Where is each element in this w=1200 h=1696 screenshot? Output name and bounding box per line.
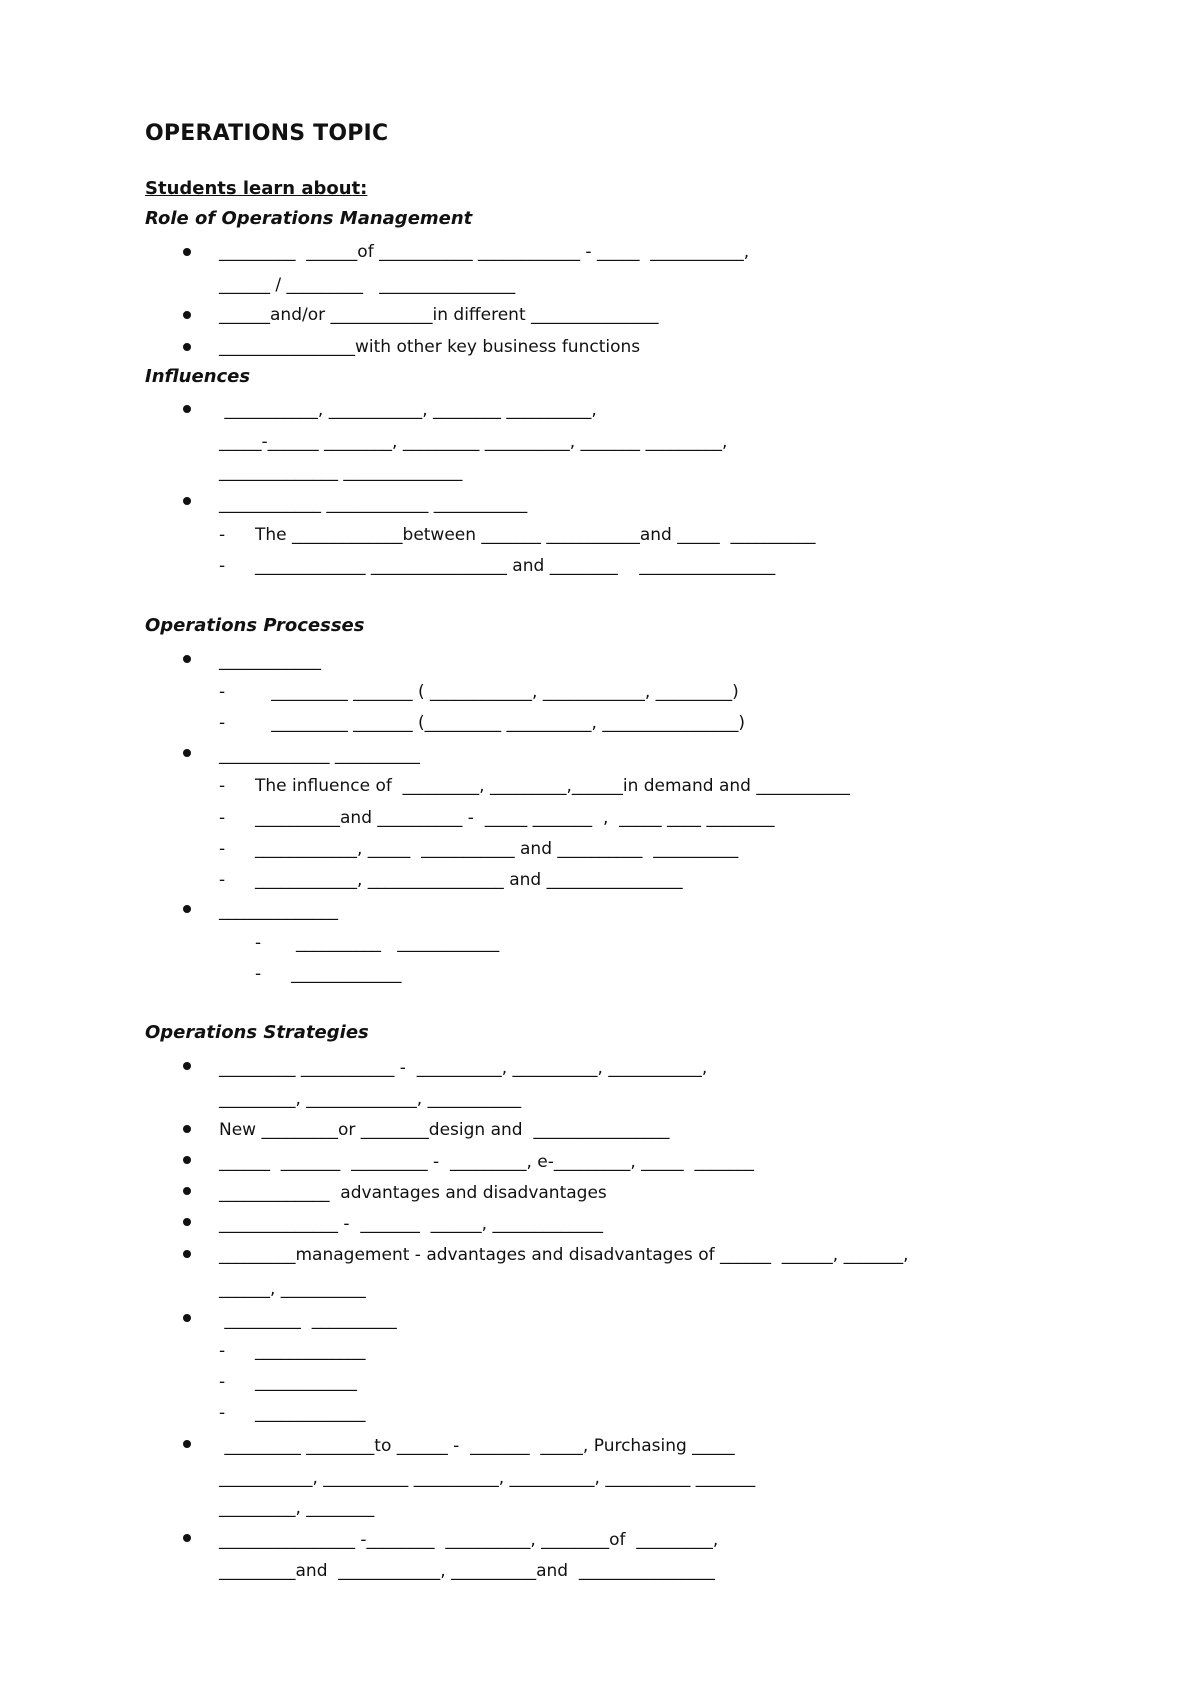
blank-line: _________ _______ (_________ __________, ________________) <box>255 713 745 733</box>
section-heading-processes: Operations Processes <box>145 615 365 636</box>
dash-marker: - <box>219 525 226 545</box>
bullet-icon <box>183 248 191 256</box>
blank-line: __________and __________ - _____ _______ , _____ ____ ________ <box>255 808 775 828</box>
dash-marker: - <box>219 556 226 576</box>
blank-line: The _____________between _______ ___________and _____ __________ <box>255 525 816 545</box>
dash-marker: - <box>219 776 226 796</box>
dash-marker: - <box>219 682 226 702</box>
blank-line: New _________or ________design and ________________ <box>219 1120 670 1140</box>
bullet-icon <box>183 1440 191 1448</box>
blank-line: ____________, _____ ___________ and __________ __________ <box>255 839 739 859</box>
blank-line: ______, __________ <box>219 1279 366 1299</box>
blank-line: ____________ <box>255 1372 357 1392</box>
bullet-icon <box>183 1062 191 1070</box>
blank-line: ____________, ________________ and ________________ <box>255 870 683 890</box>
blank-line: _________and ____________, __________and ________________ <box>219 1561 715 1581</box>
bullet-icon <box>183 405 191 413</box>
blank-line: _________ ________to ______ - _______ _____, Purchasing _____ <box>219 1436 735 1456</box>
blank-line: ______________ <box>219 901 338 921</box>
section-heading-influences: Influences <box>145 366 251 387</box>
blank-line: _____-______ ________, _________ __________, _______ _________, <box>219 432 728 452</box>
bullet-icon <box>183 1314 191 1322</box>
blank-line: ______and/or ____________in different _______________ <box>219 305 659 325</box>
blank-line: ______________ - _______ ______, _____________ <box>219 1214 603 1234</box>
subtitle: Students learn about: <box>145 178 368 199</box>
bullet-icon <box>183 655 191 663</box>
bullet-icon <box>183 343 191 351</box>
bullet-icon <box>183 749 191 757</box>
bullet-icon <box>183 1156 191 1164</box>
dash-marker: - <box>219 808 226 828</box>
dash-marker: - <box>219 839 226 859</box>
blank-line: ________________with other key business functions <box>219 337 641 357</box>
blank-line: __________ ____________ <box>296 933 500 953</box>
dash-marker: - <box>219 1403 226 1423</box>
blank-line: _________, _____________, ___________ <box>219 1089 522 1109</box>
blank-line: _____________ advantages and disadvantages <box>219 1183 607 1203</box>
blank-line: _____________ ________________ and ________ ________________ <box>255 556 776 576</box>
blank-line: ___________, ___________, ________ __________, <box>219 400 597 420</box>
bullet-icon <box>183 1250 191 1258</box>
blank-line: _________, ________ <box>219 1498 375 1518</box>
dash-marker: - <box>255 964 262 984</box>
dash-marker: - <box>219 1372 226 1392</box>
blank-line: _________ __________ <box>219 1310 397 1330</box>
blank-line: _____________ <box>255 1403 366 1423</box>
section-heading-role: Role of Operations Management <box>145 208 473 229</box>
bullet-icon <box>183 1534 191 1542</box>
dash-marker: - <box>219 870 226 890</box>
bullet-icon <box>183 497 191 505</box>
blank-line: _________management - advantages and disadvantages of ______ ______, _______, <box>219 1245 909 1265</box>
blank-line: ______________ ______________ <box>219 462 463 482</box>
blank-line: _____________ __________ <box>219 745 420 765</box>
blank-line: ______ / _________ ________________ <box>219 275 516 295</box>
bullet-icon <box>183 311 191 319</box>
blank-line: _________ ______of ___________ ____________ - _____ ___________, <box>219 242 750 262</box>
blank-line: _____________ <box>291 964 402 984</box>
bullet-icon <box>183 1187 191 1195</box>
bullet-icon <box>183 1218 191 1226</box>
blank-line: ____________ <box>219 651 321 671</box>
blank-line: _________ ___________ - __________, __________, ___________, <box>219 1058 708 1078</box>
dash-marker: - <box>219 713 226 733</box>
blank-line: _____________ <box>255 1341 366 1361</box>
bullet-icon <box>183 1125 191 1133</box>
dash-marker: - <box>255 933 262 953</box>
bullet-icon <box>183 905 191 913</box>
blank-line: ____________ ____________ ___________ <box>219 494 528 514</box>
blank-line: _________ _______ ( ____________, ____________, _________) <box>255 682 739 702</box>
blank-line: ________________ -________ __________, ________of _________, <box>219 1530 719 1550</box>
page-title: OPERATIONS TOPIC <box>145 121 389 146</box>
blank-line: ___________, __________ __________, __________, __________ _______ <box>219 1468 756 1488</box>
section-heading-strategies: Operations Strategies <box>145 1022 369 1043</box>
dash-marker: - <box>219 1341 226 1361</box>
blank-line: The influence of _________, _________,______in demand and ___________ <box>255 776 850 796</box>
blank-line: ______ _______ _________ - _________, e-_________, _____ _______ <box>219 1152 754 1172</box>
